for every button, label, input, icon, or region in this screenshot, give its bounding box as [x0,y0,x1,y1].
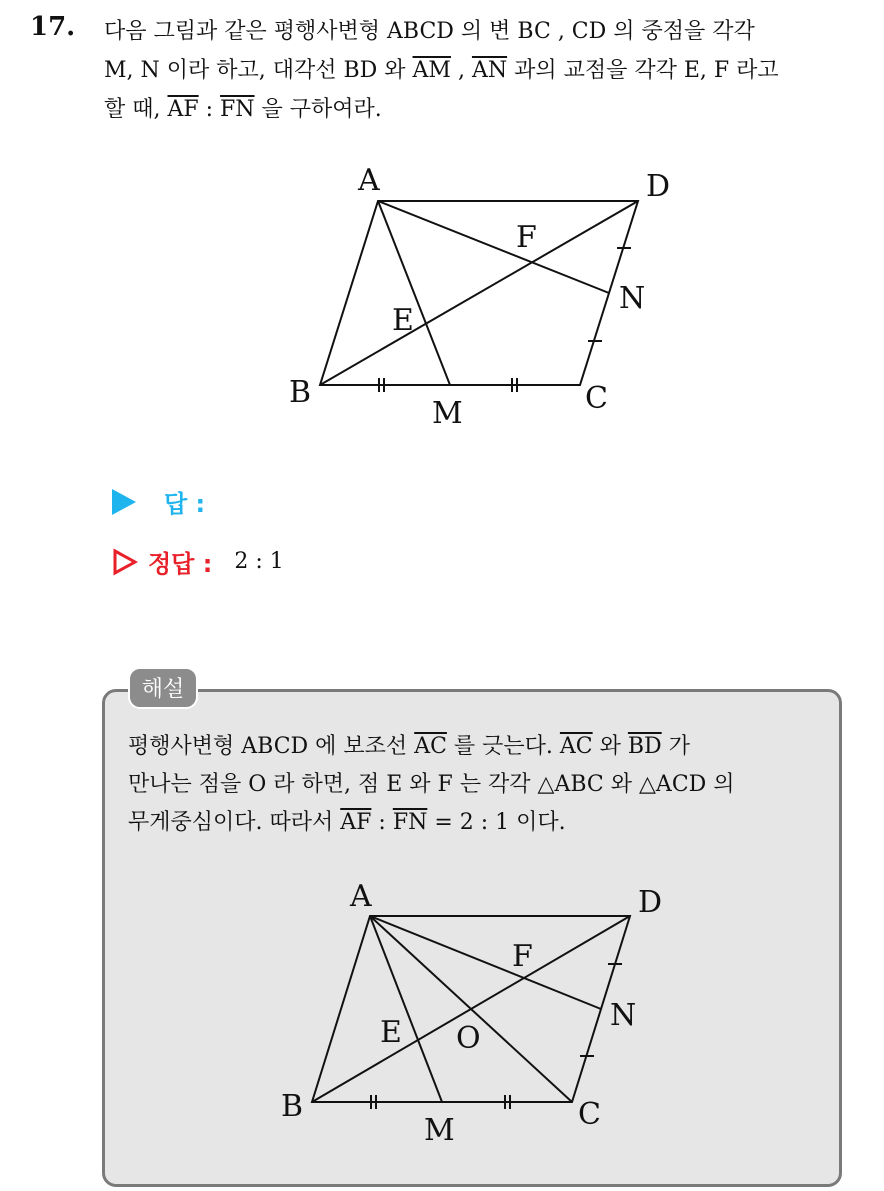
label-c: C [578,1097,601,1132]
label-f: F [516,220,537,255]
segment-ac: $\overline{AC}$ [414,734,447,759]
explanation-line-2: 만나는 점을 O 라 하면, 점 E 와 F 는 각각 △ABC 와 △ACD 의 [128,772,735,797]
question-figure [270,160,690,440]
segment-fn: $\overline{FN}$ [220,97,255,122]
label-e: E [392,303,414,338]
segment-af: $\overline{AF}$ [167,97,199,122]
explanation-line-1: 평행사변형 ABCD 에 보조선 $\overline{AC}$ 를 긋는다. $\overline{AC}$ 와 $\overline{BD}$ 가 [128,734,690,759]
label-f: F [512,939,533,974]
label-o: O [456,1021,481,1056]
explanation-text [128,728,828,842]
label-e: E [380,1015,402,1050]
label-n: N [619,281,646,316]
label-m: M [432,396,463,431]
label-b: B [281,1089,304,1124]
label-c: C [585,381,608,416]
question-text [104,12,864,129]
label-d: D [646,169,671,204]
label-n: N [610,998,637,1033]
question-line-1: 다음 그림과 같은 평행사변형 ABCD 의 변 BC , CD 의 중점을 각각 [104,19,755,44]
label-a: A [350,879,372,914]
diagonal-ac [370,916,572,1102]
segment-an: $\overline{AN}$ [471,58,508,83]
segment-am-line [370,916,442,1102]
diagonal-bd [320,201,638,385]
segment-ac: $\overline{AC}$ [559,734,593,759]
answer-row [112,484,205,519]
segment-af: $\overline{AF}$ [340,810,372,835]
question-number: 17. [30,12,76,42]
segment-an-line [370,916,601,1009]
play-icon [112,489,136,515]
question-line-2: M, N 이라 하고, 대각선 BD 와 $\overline{AM}$ , $\overline{AN}$ 과의 교점을 각각 E, F 라고 [104,58,779,83]
correct-answer-row [112,544,284,579]
segment-bd: $\overline{BD}$ [627,734,662,759]
segment-an-line [378,201,609,293]
explanation-tag: 해설 [128,667,198,709]
label-d: D [638,885,663,920]
correct-answer-label: 정답 : [148,550,213,578]
label-b: B [289,375,312,410]
segment-fn: $\overline{FN}$ [392,810,428,835]
answer-label: 답 : [164,490,206,518]
outline-triangle-icon [112,548,138,576]
label-a: A [358,163,380,198]
explanation-line-3: 무게중심이다. 따라서 $\overline{AF}$ : $\overline{FN} = 2$ : 1 이다. [128,810,566,835]
question-line-3: 할 때, $\overline{AF}$ : $\overline{FN}$ 을 구하여라. [104,97,382,122]
segment-am-line [378,201,450,385]
label-m: M [424,1113,455,1148]
segment-am: $\overline{AM}$ [412,58,451,83]
correct-answer-value: 2 : 1 [234,549,284,574]
explanation-figure [270,870,690,1160]
